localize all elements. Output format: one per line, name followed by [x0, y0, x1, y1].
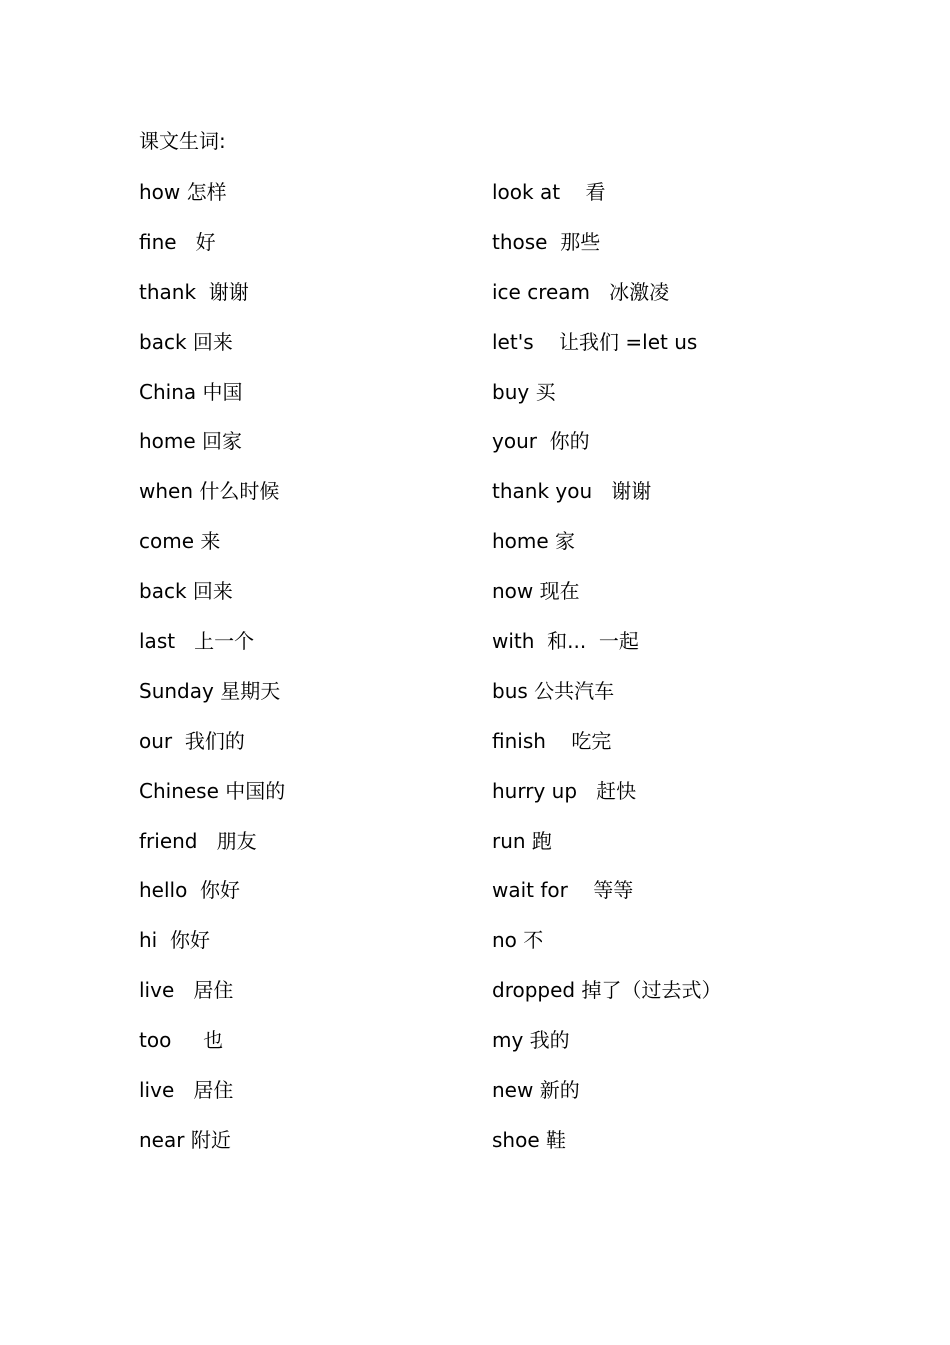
vocab-entry: let's 让我们 =let us [492, 329, 698, 354]
vocab-entry: finish 吃完 [492, 728, 612, 753]
vocab-entry: how 怎样 [139, 180, 227, 204]
vocab-entry: home 回家 [139, 429, 243, 454]
vocab-entry: back 回来 [139, 329, 233, 354]
vocab-entry: no 不 [492, 928, 544, 953]
vocab-entry: near 附近 [139, 1127, 231, 1152]
vocab-entry: live 居住 [139, 978, 234, 1003]
vocab-entry: Sunday 星期天 [139, 678, 281, 703]
vocab-entry: too 也 [139, 1028, 224, 1053]
vocab-entry: your 你的 [492, 429, 590, 454]
vocab-entry: hurry up 赶快 [492, 778, 637, 803]
vocab-entry: home 家 [492, 529, 576, 554]
vocab-entry: hi 你好 [139, 928, 210, 953]
vocab-entry: thank 谢谢 [139, 279, 249, 304]
vocab-entry: thank you 谢谢 [492, 479, 652, 504]
vocab-entry: new 新的 [492, 1078, 580, 1103]
vocab-entry: ice cream 冰激凌 [492, 279, 670, 304]
vocab-entry: run 跑 [492, 828, 552, 853]
vocab-entry: shoe 鞋 [492, 1127, 566, 1152]
vocab-entry: dropped 掉了（过去式） [492, 978, 722, 1003]
vocab-entry: wait for 等等 [492, 878, 634, 903]
vocab-entry: live 居住 [139, 1078, 234, 1103]
vocab-entry: Chinese 中国的 [139, 778, 286, 803]
vocab-entry: those 那些 [492, 229, 601, 254]
page-heading: 课文生词: [139, 129, 226, 153]
vocab-entry: come 来 [139, 529, 221, 554]
vocab-entry: when 什么时候 [139, 479, 280, 504]
vocab-entry: my 我的 [492, 1028, 570, 1053]
vocab-entry: last 上一个 [139, 629, 255, 654]
vocab-entry: look at 看 [492, 180, 606, 204]
vocab-entry: fine 好 [139, 229, 216, 254]
vocab-entry: now 现在 [492, 579, 580, 604]
vocab-entry: buy 买 [492, 379, 556, 404]
vocab-entry: back 回来 [139, 579, 233, 604]
vocab-entry: hello 你好 [139, 878, 241, 903]
left-vocabulary-column [139, 179, 285, 1177]
right-vocabulary-column [492, 179, 721, 1177]
vocab-entry: bus 公共汽车 [492, 678, 615, 703]
vocab-entry: friend 朋友 [139, 828, 257, 853]
vocab-entry: our 我们的 [139, 728, 245, 753]
vocab-entry: China 中国 [139, 379, 243, 404]
vocab-entry: with 和... 一起 [492, 629, 639, 654]
